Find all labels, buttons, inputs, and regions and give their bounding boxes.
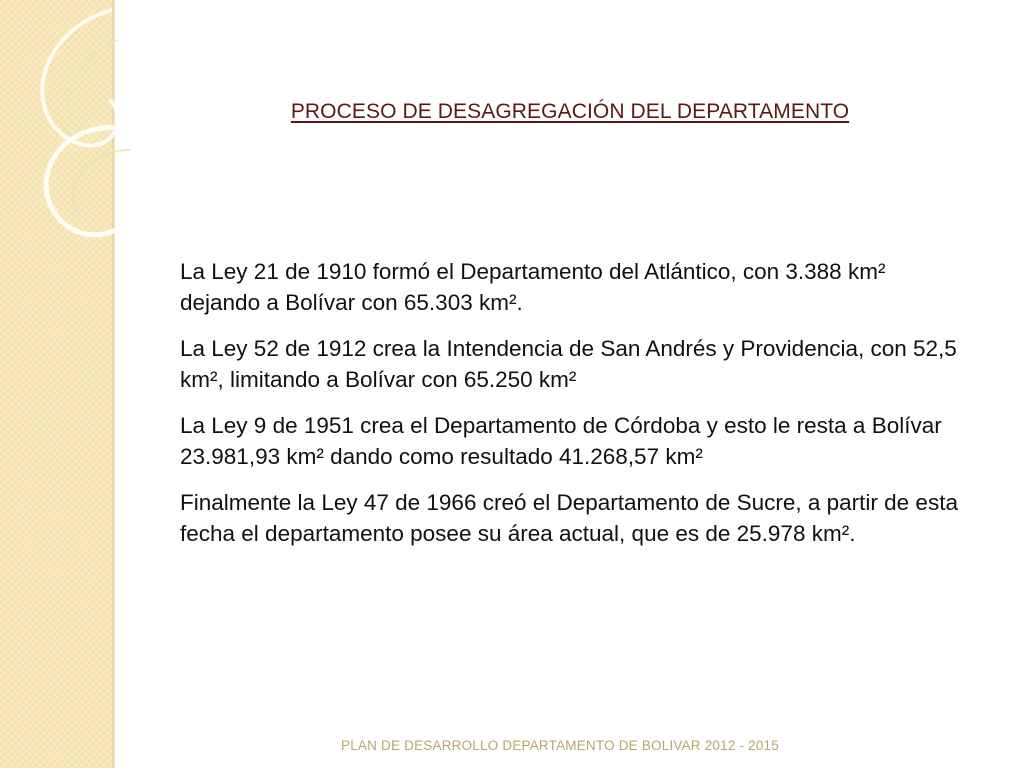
body-paragraph: Finalmente la Ley 47 de 1966 creó el Departamento de Sucre, a partir de esta fecha el departamento posee su área actual, que es de 25.978 km². xyxy=(180,490,958,546)
body-paragraph: La Ley 21 de 1910 formó el Departamento del Atlántico, con 3.388 km² dejando a Bolívar con 65.303 km². xyxy=(180,259,886,315)
body-paragraph-list xyxy=(180,256,970,564)
decorative-swirl-ornament xyxy=(0,0,160,260)
body-paragraph: La Ley 52 de 1912 crea la Intendencia de San Andrés y Providencia, con 52,5 km², limitando a Bolívar con 65.250 km² xyxy=(180,336,957,392)
body-paragraph: La Ley 9 de 1951 crea el Departamento de Córdoba y esto le resta a Bolívar 23.981,93 km² dando como resultado 41.268,57 km² xyxy=(180,413,942,469)
slide-title: PROCESO DE DESAGREGACIÓN DEL DEPARTAMENTO xyxy=(290,100,850,123)
slide-footer: PLAN DE DESARROLLO DEPARTAMENTO DE BOLIVAR 2012 - 2015 xyxy=(341,738,779,753)
